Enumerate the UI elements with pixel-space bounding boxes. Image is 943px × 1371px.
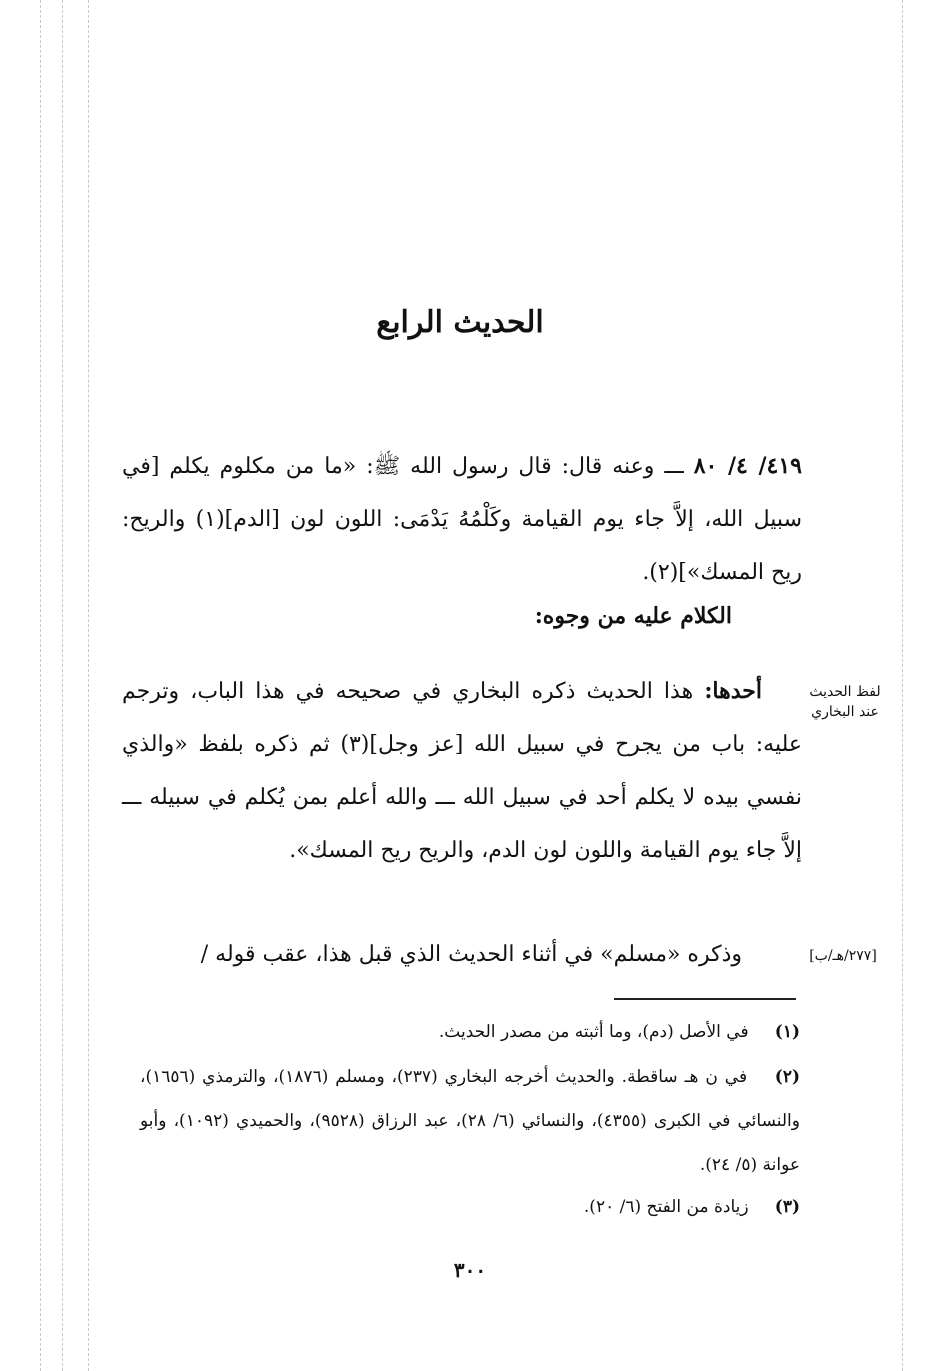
aspect-lead: أحدها: <box>704 678 762 704</box>
footnote-separator <box>614 998 796 1000</box>
chapter-heading: الحديث الرابع <box>376 305 544 340</box>
footnote <box>140 1055 800 1187</box>
hadith-text: ـــ وعنه قال: قال رسول الله ﷺ: «ما من مكلوم يكلم [في سبيل الله، إلاَّ جاء يوم القيامة وكَلْمُهُ يَدْمَى: اللون لون [الدم](١) والريح: ريح المسك»](٢). <box>122 454 803 585</box>
section-heading: الكلام عليه من وجوه: <box>534 603 732 629</box>
aspect-text: هذا الحديث ذكره البخاري في صحيحه في هذا الباب، وترجم عليه: باب من يجرح في سبيل الله [عز وجل](٣) ثم ذكره بلفظ «والذي نفسي بيده لا يكلم أحد في سبيل الله ـــ والله أعلم بمن يُكلم في سبيله ـــ إلاَّ جاء يوم القيامة واللون لون الدم، والريح ريح المسك». <box>122 679 802 863</box>
first-aspect-paragraph <box>122 665 802 877</box>
hadith-paragraph <box>122 440 802 599</box>
scan-guide-line <box>62 0 63 1371</box>
scan-guide-line <box>40 0 41 1371</box>
footnote-text: زيادة من الفتح (٦/ ٢٠). <box>583 1197 749 1217</box>
scan-guide-line <box>88 0 89 1371</box>
footnote-number: (٣) <box>774 1197 800 1217</box>
scan-guide-line <box>902 0 903 1371</box>
footnote-text: في ن هـ ساقطة. والحديث أخرجه البخاري (٢٣٧)، ومسلم (١٨٧٦)، والترمذي (١٦٥٦)، والنسائي في الكبرى (٤٣٥٥)، والنسائي (٦/ ٢٨)، عبد الرزاق (٩٥٢٨)، والحميدي (١٠٩٢)، وأبو عوانة (٥/ ٢٤). <box>140 1067 800 1175</box>
page-number: ٣٠٠ <box>453 1258 487 1282</box>
footnote <box>140 1010 800 1054</box>
margin-note: لفظ الحديث عند البخاري <box>809 684 881 720</box>
footnote-text: في الأصل (دم)، وما أثبته من مصدر الحديث. <box>438 1022 749 1042</box>
continuation-paragraph: وذكره «مسلم» في أثناء الحديث الذي قبل هذا، عقب قوله / <box>200 942 742 967</box>
hadith-number: ٤١٩/ ٤/ ٨٠ <box>693 453 802 479</box>
footnote-number: (١) <box>774 1022 800 1042</box>
manuscript-folio-ref: [٢٧٧/هـ/ب] <box>809 948 877 964</box>
footnote <box>140 1185 800 1229</box>
footnote-number: (٢) <box>774 1067 800 1087</box>
